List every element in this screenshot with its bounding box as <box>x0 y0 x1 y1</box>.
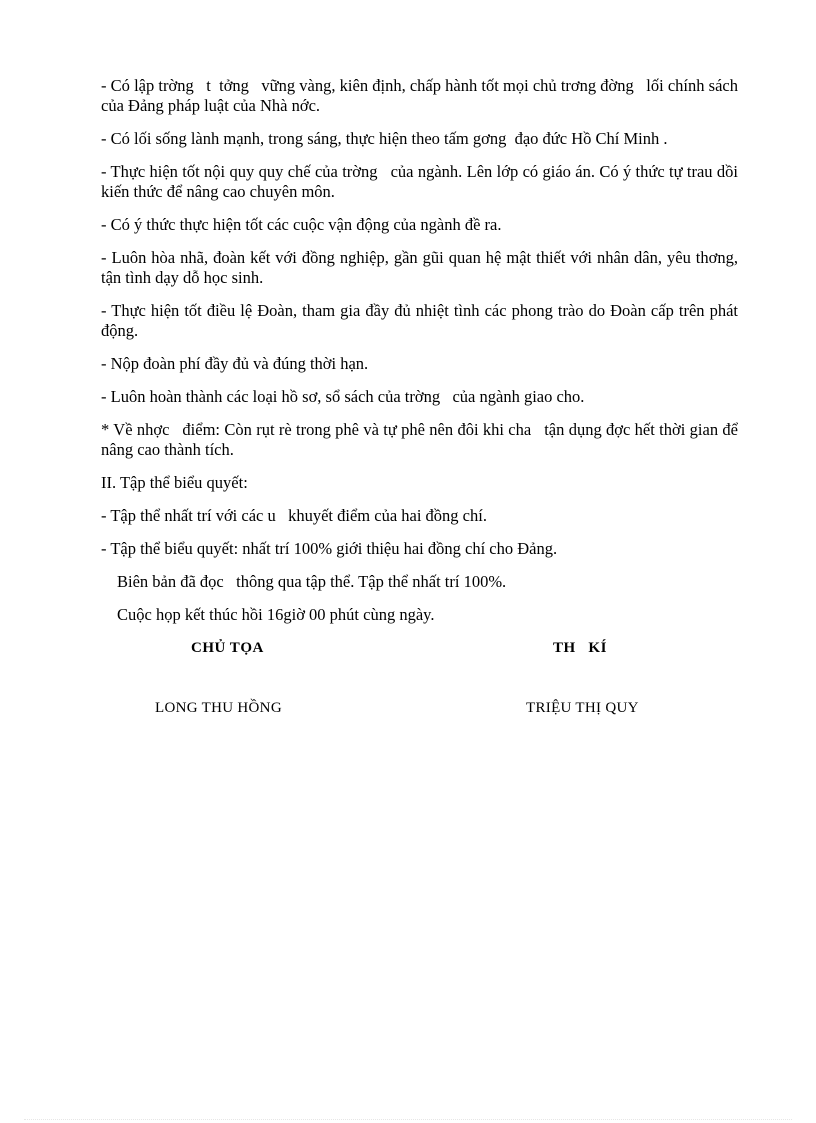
paragraph-union-fees: - Nộp đoàn phí đầy đủ và đúng thời hạn. <box>101 354 369 373</box>
paragraph-vote-result: - Tập thể biểu quyết: nhất trí 100% giới thiệu hai đồng chí cho Đảng. <box>101 539 558 558</box>
document-body <box>101 76 751 740</box>
page-bottom-divider <box>24 1119 792 1120</box>
paragraph-records: - Luôn hoàn thành các loại hồ sơ, sổ sách của trờng của ngành giao cho. <box>101 387 585 406</box>
paragraph-stance: - Có lập trờng t tởng vững vàng, kiên định, chấp hành tốt mọi chủ trơng đờng lối chính sách của Đảng pháp luật của Nhà nớc. <box>101 76 743 115</box>
section-heading-vote: II. Tập thể biểu quyết: <box>101 473 248 492</box>
paragraph-regulations: - Thực hiện tốt nội quy quy chế của trờng của ngành. Lên lớp có giáo án. Có ý thức tự trau dồi kiến thức để nâng cao chuyên môn. <box>101 162 743 201</box>
paragraph-weaknesses: * Về nhợc điểm: Còn rụt rè trong phê và tự phê nên đôi khi cha tận dụng đợc hết thời gian để nâng cao thành tích. <box>101 420 743 459</box>
chair-name: LONG THU HỒNG <box>155 700 282 716</box>
signature-titles <box>101 638 738 678</box>
signature-names <box>101 700 738 740</box>
secretary-title: TH KÍ <box>553 640 607 656</box>
chair-title: CHỦ TỌA <box>191 640 264 656</box>
secretary-name: TRIỆU THỊ QUY <box>526 700 639 716</box>
paragraph-solidarity: - Luôn hòa nhã, đoàn kết với đồng nghiệp, gần gũi quan hệ mật thiết với nhân dân, yêu thơng, tận tình dạy dỗ học sinh. <box>101 248 751 287</box>
paragraph-union-charter: - Thực hiện tốt điều lệ Đoàn, tham gia đầy đủ nhiệt tình các phong trào do Đoàn cấp trên phát động. <box>101 301 743 340</box>
paragraph-consensus: - Tập thể nhất trí với các u khuyết điểm của hai đồng chí. <box>101 506 487 525</box>
paragraph-meeting-end: Cuộc họp kết thúc hồi 16giờ 00 phút cùng ngày. <box>117 605 435 624</box>
paragraph-campaigns: - Có ý thức thực hiện tốt các cuộc vận động của ngành đề ra. <box>101 215 502 234</box>
paragraph-lifestyle: - Có lối sống lành mạnh, trong sáng, thực hiện theo tấm gơng đạo đức Hồ Chí Minh . <box>101 129 668 148</box>
paragraph-minutes-approved: Biên bản đã đọc thông qua tập thể. Tập thể nhất trí 100%. <box>117 572 507 591</box>
